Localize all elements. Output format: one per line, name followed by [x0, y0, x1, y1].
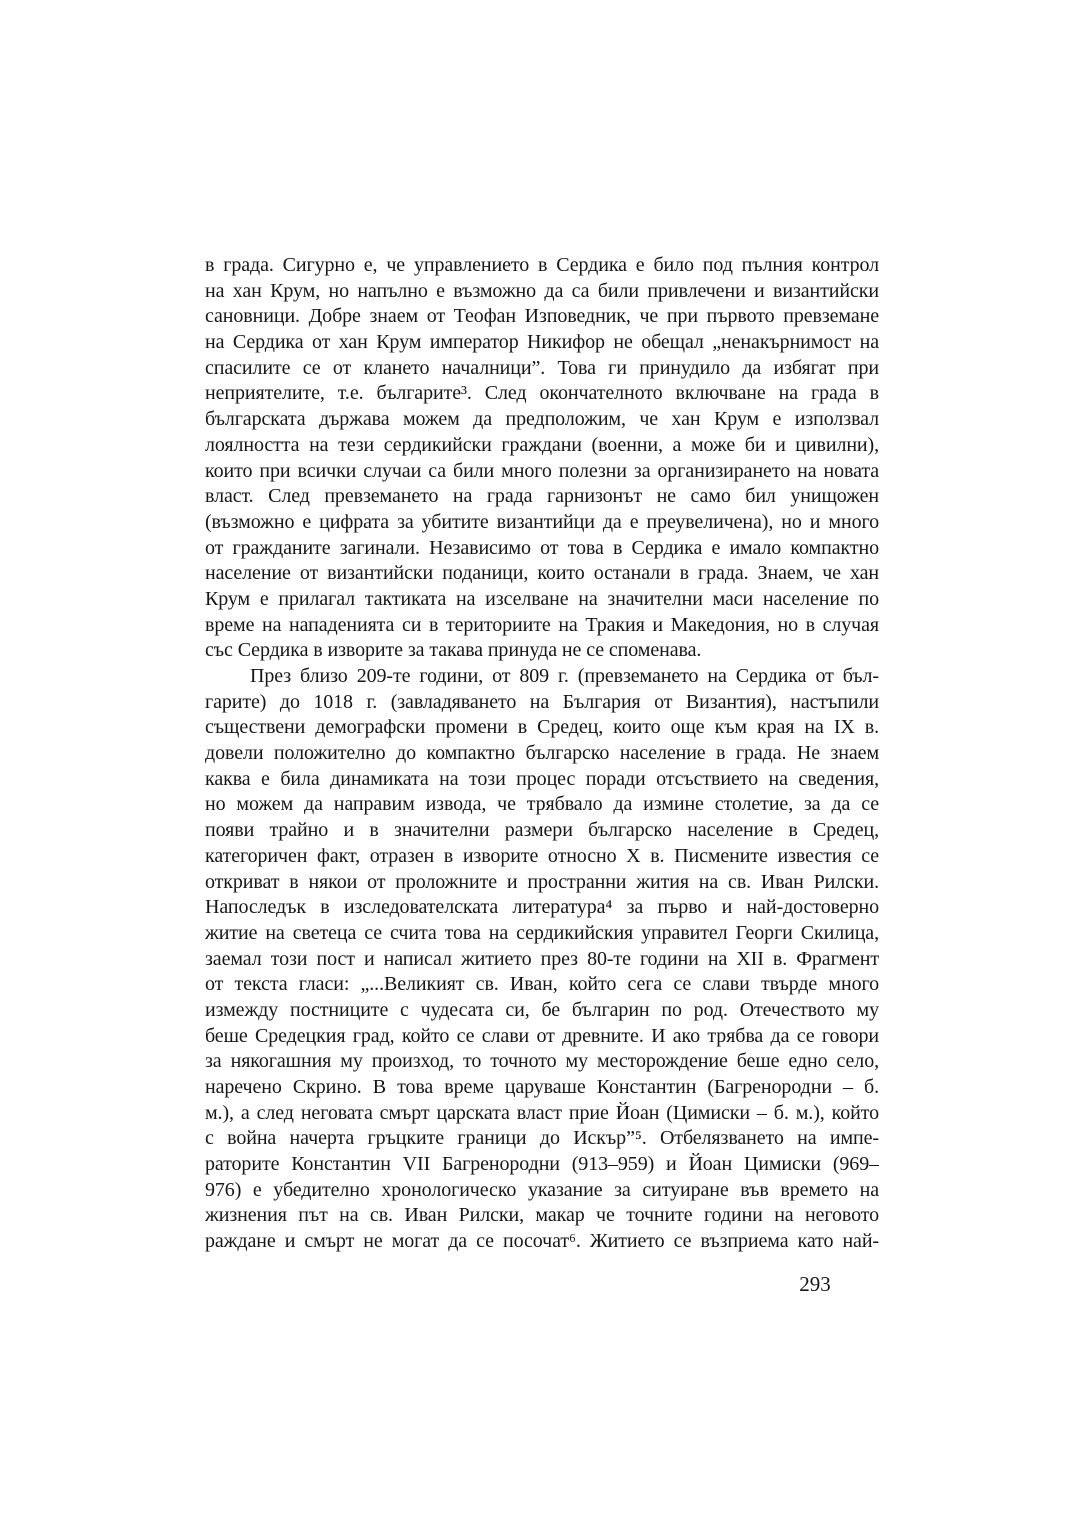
text-line: наречено Скрино. В това време царуваше Константин (Багренородни – б. — [205, 1076, 879, 1098]
text-line: Крум е прилагал тактиката на изселване на значителни маси население по — [205, 587, 879, 610]
text-line: житие на светеца се счита това на сердикийския управител Георги Скилица, — [205, 921, 879, 944]
page-number: 293 — [799, 1272, 831, 1296]
text-line: откриват в някои от проложните и пространни жития на св. Иван Рилски. — [205, 870, 879, 893]
text-line: неприятелите, т.е. българите³. След окончателното включване на града в — [205, 382, 879, 405]
text-line: категоричен факт, отразен в изворите относно X в. Писмените известия се — [205, 844, 879, 867]
text-line: власт. След превземането на града гарнизонът не само бил унищожен — [205, 485, 879, 508]
text-line: измежду постниците с чудесата си, бе българин по род. Отечеството му — [205, 998, 879, 1021]
text-line: спасилите се от клането началници”. Това ги принудило да избягат при — [205, 356, 879, 379]
text-line: жизнения път на св. Иван Рилски, макар че точните години на неговото — [205, 1204, 879, 1227]
text-line: със Сердика в изворите за такава принуда не се споменава. — [205, 639, 702, 662]
paragraph — [205, 664, 879, 1255]
text-line: българската държава можем да предположим, че хан Крум е използвал — [205, 408, 879, 431]
text-line: за някогашния му произход, то точното му месторождение беше едно село, — [205, 1050, 879, 1073]
text-line: време на нападенията си в териториите на Тракия и Македония, но в случая — [205, 613, 879, 636]
text-line: раждане и смърт не могат да се посочат⁶. Житието се възприема като най- — [205, 1230, 879, 1253]
text-line: появи трайно и в значителни размери българско население в Средец, — [205, 819, 879, 842]
page-text — [205, 253, 879, 1255]
text-line: на хан Крум, но напълно е възможно да са били привлечени и византийски — [205, 279, 879, 302]
text-line: от текста гласи: „...Великият св. Иван, който сега се слави твърде много — [205, 973, 879, 996]
text-line: лоялността на тези сердикийски граждани (военни, а може би и цивилни), — [205, 433, 879, 456]
text-line: (възможно е цифрата за убитите византийци да е преувеличена), но и много — [205, 510, 879, 533]
text-line: съществени демографски промени в Средец, които още към края на IX в. — [205, 716, 879, 739]
paragraph — [205, 253, 879, 664]
text-line: заемал този пост и написал житието през 80-те години на XII в. Фрагмент — [205, 947, 879, 970]
text-line: в града. Сигурно е, че управлението в Сердика е било под пълния контрол — [205, 254, 879, 276]
text-line: които при всички случаи са били много полезни за организирането на новата — [205, 459, 879, 482]
text-line: довели положително до компактно българско население в града. Не знаем — [205, 742, 879, 765]
text-line: каква е била динамиката на този процес поради отсъствието на сведения, — [205, 767, 879, 790]
text-line: През близо 209-те години, от 809 г. (превземането на Сердика от бъл- — [250, 665, 879, 687]
text-line: от гражданите загинали. Независимо от това в Сердика е имало компактно — [205, 536, 879, 559]
text-line: гарите) до 1018 г. (завладяването на България от Византия), настъпили — [205, 690, 879, 713]
text-line: но можем да направим извода, че трябвало да измине столетие, за да се — [205, 793, 879, 816]
text-line: раторите Константин VII Багренородни (913–959) и Йоан Цимиски (969– — [205, 1153, 879, 1176]
text-line: м.), а след неговата смърт царската власт прие Йоан (Цимиски – б. м.), който — [205, 1101, 879, 1124]
text-line: население от византийски поданици, които останали в града. Знаем, че хан — [205, 562, 879, 585]
text-line: на Сердика от хан Крум император Никифор не обещал „ненакърнимост на — [205, 331, 879, 354]
text-line: 976) е убедително хронологическо указание за ситуиране във времето на — [205, 1178, 879, 1201]
text-line: беше Средецкия град, който се слави от древните. И ако трябва да се говори — [205, 1024, 879, 1047]
text-line: Напоследък в изследователската литература⁴ за първо и най-достоверно — [205, 896, 879, 919]
text-line: сановници. Добре знаем от Теофан Изповедник, че при първото превземане — [205, 305, 879, 328]
text-line: с война начерта гръцките граници до Искър”⁵. Отбелязването на импе- — [205, 1127, 879, 1150]
